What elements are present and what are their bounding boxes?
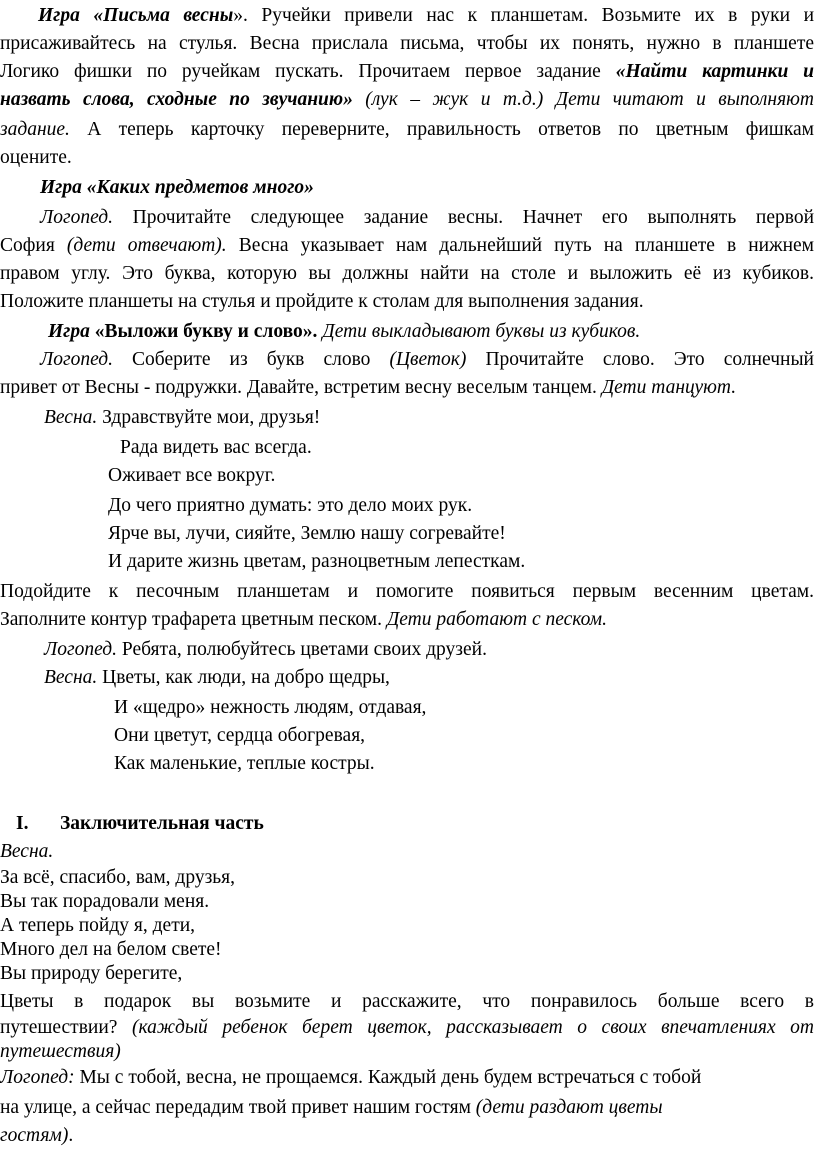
paragraph-line: гостям). bbox=[0, 1125, 74, 1146]
paragraph-line: назвать слова, сходные по звучанию» (лук – жук и т.д.) Дети читают и выполняют bbox=[0, 89, 814, 110]
game-title: Игра «Каких предметов много» bbox=[40, 177, 314, 198]
paragraph-line: Логико фишки по ручейкам пускать. Прочитаем первое задание «Найти картинки и bbox=[0, 61, 814, 82]
paragraph-line: присаживайтесь на стулья. Весна прислала письма, чтобы их понять, нужно в планшете bbox=[0, 33, 814, 54]
poem-line: За всё, спасибо, вам, друзья, bbox=[0, 867, 236, 888]
poem-line: И дарите жизнь цветам, разноцветным лепесткам. bbox=[108, 551, 526, 572]
speaker-label: Логопед. bbox=[40, 349, 113, 370]
paragraph-line: Заполните контур трафарета цветным песком. Дети работают с песком. bbox=[0, 609, 607, 630]
section-heading-number: I. bbox=[16, 813, 29, 834]
paragraph-line: задание. А теперь карточку переверните, правильность ответов по цветным фишкам bbox=[0, 119, 814, 140]
paragraph-line: привет от Весны - подружки. Давайте, встретим весну веселым танцем. Дети танцуют. bbox=[0, 377, 737, 398]
poem-line: Много дел на белом свете! bbox=[0, 939, 222, 960]
paragraph-line: Игра «Письма весны». Ручейки привели нас к планшетам. Возьмите их в руки и bbox=[0, 4, 814, 28]
poem-line: Ярче вы, лучи, сияйте, Землю нашу согревайте! bbox=[108, 523, 506, 544]
paragraph-line: Цветы в подарок вы возьмите и расскажите, что понравилось больше всего в bbox=[0, 991, 814, 1012]
paragraph-line: путешествия) bbox=[0, 1041, 121, 1062]
paragraph-line: Положите планшеты на стулья и пройдите к столам для выполнения задания. bbox=[0, 291, 644, 312]
poem-line: Вы так порадовали меня. bbox=[0, 891, 210, 912]
speaker-label: Логопед: bbox=[0, 1067, 75, 1088]
paragraph-line: оцените. bbox=[0, 147, 72, 168]
paragraph-line: путешествии? (каждый ребенок берет цветок, рассказывает о своих впечатлениях от bbox=[0, 1017, 814, 1038]
paragraph-line: Логопед. Прочитайте следующее задание весны. Начнет его выполнять первой bbox=[0, 206, 814, 230]
speaker-label: Логопед. bbox=[40, 207, 113, 228]
poem-line: Вы природу берегите, bbox=[0, 963, 183, 984]
poem-line: Весна. Здравствуйте мои, друзья! bbox=[44, 407, 321, 428]
paragraph-line: Логопед: Мы с тобой, весна, не прощаемся. Каждый день будем встречаться с тобой bbox=[0, 1067, 702, 1088]
speaker-label: Весна. bbox=[0, 841, 54, 862]
paragraph-line: правом углу. Это буква, которую вы должны найти на столе и выложить её из кубиков. bbox=[0, 263, 814, 284]
poem-line: Весна. Цветы, как люди, на добро щедры, bbox=[44, 667, 390, 688]
game-title: Игра «Письма весны bbox=[38, 5, 234, 26]
paragraph-line: Подойдите к песочным планшетам и помогите появиться первым весенним цветам. bbox=[0, 581, 814, 602]
paragraph-line: на улице, а сейчас передадим твой привет нашим гостям (дети раздают цветы bbox=[0, 1097, 663, 1118]
speaker-label: Весна. bbox=[44, 407, 98, 428]
poem-line: До чего приятно думать: это дело моих рук. bbox=[108, 495, 473, 516]
poem-line: И «щедро» нежность людям, отдавая, bbox=[114, 697, 427, 718]
paragraph-line: София (дети отвечают). Весна указывает нам дальнейший путь на планшете в нижнем bbox=[0, 235, 815, 256]
poem-line: Рада видеть вас всегда. bbox=[120, 437, 312, 458]
poem-line: Оживает все вокруг. bbox=[108, 465, 276, 486]
section-heading: Заключительная часть bbox=[60, 813, 264, 834]
paragraph-line: Логопед. Ребята, полюбуйтесь цветами своих друзей. bbox=[44, 639, 487, 660]
speaker-label: Весна. bbox=[44, 667, 98, 688]
poem-line: А теперь пойду я, дети, bbox=[0, 915, 196, 936]
poem-line: Они цветут, сердца обогревая, bbox=[114, 725, 366, 746]
poem-line: Как маленькие, теплые костры. bbox=[114, 753, 375, 774]
speaker-label: Логопед. bbox=[44, 639, 117, 660]
paragraph-line: Логопед. Соберите из букв слово (Цветок) Прочитайте слово. Это солнечный bbox=[0, 348, 814, 372]
paragraph-line: Игра «Выложи букву и слово». Дети выкладывают буквы из кубиков. bbox=[48, 321, 641, 342]
game-title: Игра bbox=[48, 321, 90, 342]
